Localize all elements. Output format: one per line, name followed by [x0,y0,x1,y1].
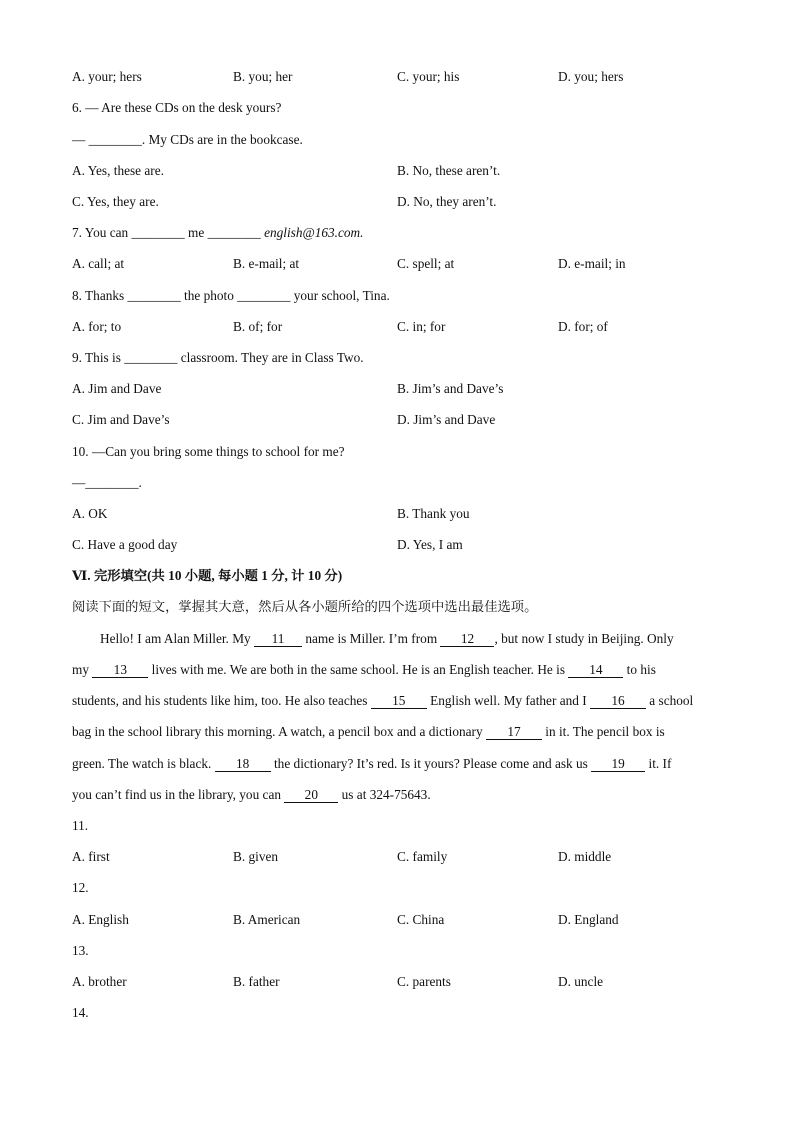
q9-option-a: A. Jim and Dave [72,381,162,396]
q11-option-a: A. first [72,849,110,864]
passage-text: it. If [645,756,672,771]
passage-text: to his [623,662,656,677]
passage-line-2 [72,661,656,679]
q6-option-a: A. Yes, these are. [72,163,164,178]
q7-email: english@163.com. [264,225,364,240]
passage-text: my [72,662,93,677]
blank-11: 11 [254,632,302,647]
passage-text: Hello! I am Alan Miller. My [100,631,254,646]
passage-line-1 [100,630,674,648]
blank-16: 16 [590,694,646,709]
section-heading: Ⅵ. 完形填空(共 10 小题, 每小题 1 分, 计 10 分) [72,568,343,583]
q7-blank-1: ________ [131,225,185,240]
passage-text: , but now I study in Beijing. Only [494,631,674,646]
passage-text: us at 324-75643. [338,787,431,802]
q11-option-d: D. middle [558,849,612,864]
passage-text: you can’t find us in the library, you can [72,787,285,802]
q8-tail: your school, Tina. [290,288,390,303]
passage-text: lives with me. We are both in the same school. He is an English teacher. He is [148,662,569,677]
q6-option-c: C. Yes, they are. [72,194,159,209]
q13-option-c: C. parents [397,974,451,989]
q11-number: 11. [72,818,89,833]
q10-blank: ________ [85,475,139,490]
q10-answer-line [72,474,142,492]
q12-option-c: C. China [397,912,445,927]
q8-mid: the photo [180,288,238,303]
q7-option-b: B. e-mail; at [233,256,300,271]
q10-stem: 10. —Can you bring some things to school for me? [72,444,345,459]
q5-option-b: B. you; her [233,69,293,84]
passage-line-5 [72,755,671,773]
q5-option-d: D. you; hers [558,69,624,84]
q12-option-a: A. English [72,912,129,927]
q10-option-b: B. Thank you [397,506,470,521]
q7-option-d: D. e-mail; in [558,256,626,271]
blank-15: 15 [371,694,427,709]
q6-option-b: B. No, these aren’t. [397,163,501,178]
q7-option-a: A. call; at [72,256,125,271]
q11-option-c: C. family [397,849,448,864]
q10-option-d: D. Yes, I am [397,537,463,552]
q13-option-b: B. father [233,974,280,989]
q12-option-d: D. England [558,912,619,927]
q13-number: 13. [72,943,89,958]
section-instruction: 阅读下面的短文，掌握其大意，然后从各小题所给的四个选项中选出最佳选项。 [72,599,538,614]
q8-blank-2: ________ [237,288,291,303]
blank-14: 14 [568,663,623,678]
q10-option-a: A. OK [72,506,108,521]
q9-option-c: C. Jim and Dave’s [72,412,170,427]
q9-option-d: D. Jim’s and Dave [397,412,496,427]
q5-option-a: A. your; hers [72,69,142,84]
q8-option-d: D. for; of [558,319,608,334]
passage-text: bag in the school library this morning. A watch, a pencil box and a dictionary [72,724,486,739]
q8-stem [72,287,390,305]
q6-blank: ________ [88,132,142,147]
q7-mid: me [184,225,208,240]
q7-stem [72,224,363,242]
passage-line-3 [72,692,693,710]
q6-dash: — [72,132,89,147]
passage-text: the dictionary? It’s red. Is it yours? Please come and ask us [270,756,592,771]
blank-18: 18 [215,757,271,772]
q12-option-b: B. American [233,912,301,927]
q8-prefix: 8. Thanks [72,288,128,303]
q7-prefix: 7. You can [72,225,132,240]
q11-option-b: B. given [233,849,279,864]
q10-dash: — [72,475,86,490]
q9-prefix: 9. This is [72,350,125,365]
q9-blank: ________ [124,350,178,365]
blank-20: 20 [284,788,338,803]
q7-option-c: C. spell; at [397,256,455,271]
passage-text: students, and his students like him, too. He also teaches [72,693,371,708]
q9-option-b: B. Jim’s and Dave’s [397,381,504,396]
q12-number: 12. [72,880,89,895]
q8-option-a: A. for; to [72,319,122,334]
passage-line-4 [72,723,665,741]
q5-option-c: C. your; his [397,69,460,84]
q9-tail: classroom. They are in Class Two. [177,350,364,365]
q8-blank-1: ________ [127,288,181,303]
q6-stem: 6. — Are these CDs on the desk yours? [72,100,282,115]
passage-text: a school [645,693,694,708]
q14-number: 14. [72,1005,89,1020]
passage-text: green. The watch is black. [72,756,215,771]
q8-option-c: C. in; for [397,319,446,334]
blank-13: 13 [92,663,148,678]
passage-text: in it. The pencil box is [541,724,665,739]
blank-17: 17 [486,725,542,740]
q7-blank-2: ________ [207,225,261,240]
q6-tail: . My CDs are in the bookcase. [141,132,303,147]
q13-option-a: A. brother [72,974,127,989]
q10-tail: . [138,475,142,490]
q6-answer-line [72,131,303,149]
blank-19: 19 [591,757,645,772]
passage-line-6 [72,786,431,804]
blank-12: 12 [440,632,494,647]
q6-option-d: D. No, they aren’t. [397,194,497,209]
q10-option-c: C. Have a good day [72,537,178,552]
passage-text: English well. My father and I [426,693,590,708]
q9-stem [72,349,364,367]
passage-text: name is Miller. I’m from [302,631,441,646]
q8-option-b: B. of; for [233,319,283,334]
q13-option-d: D. uncle [558,974,604,989]
